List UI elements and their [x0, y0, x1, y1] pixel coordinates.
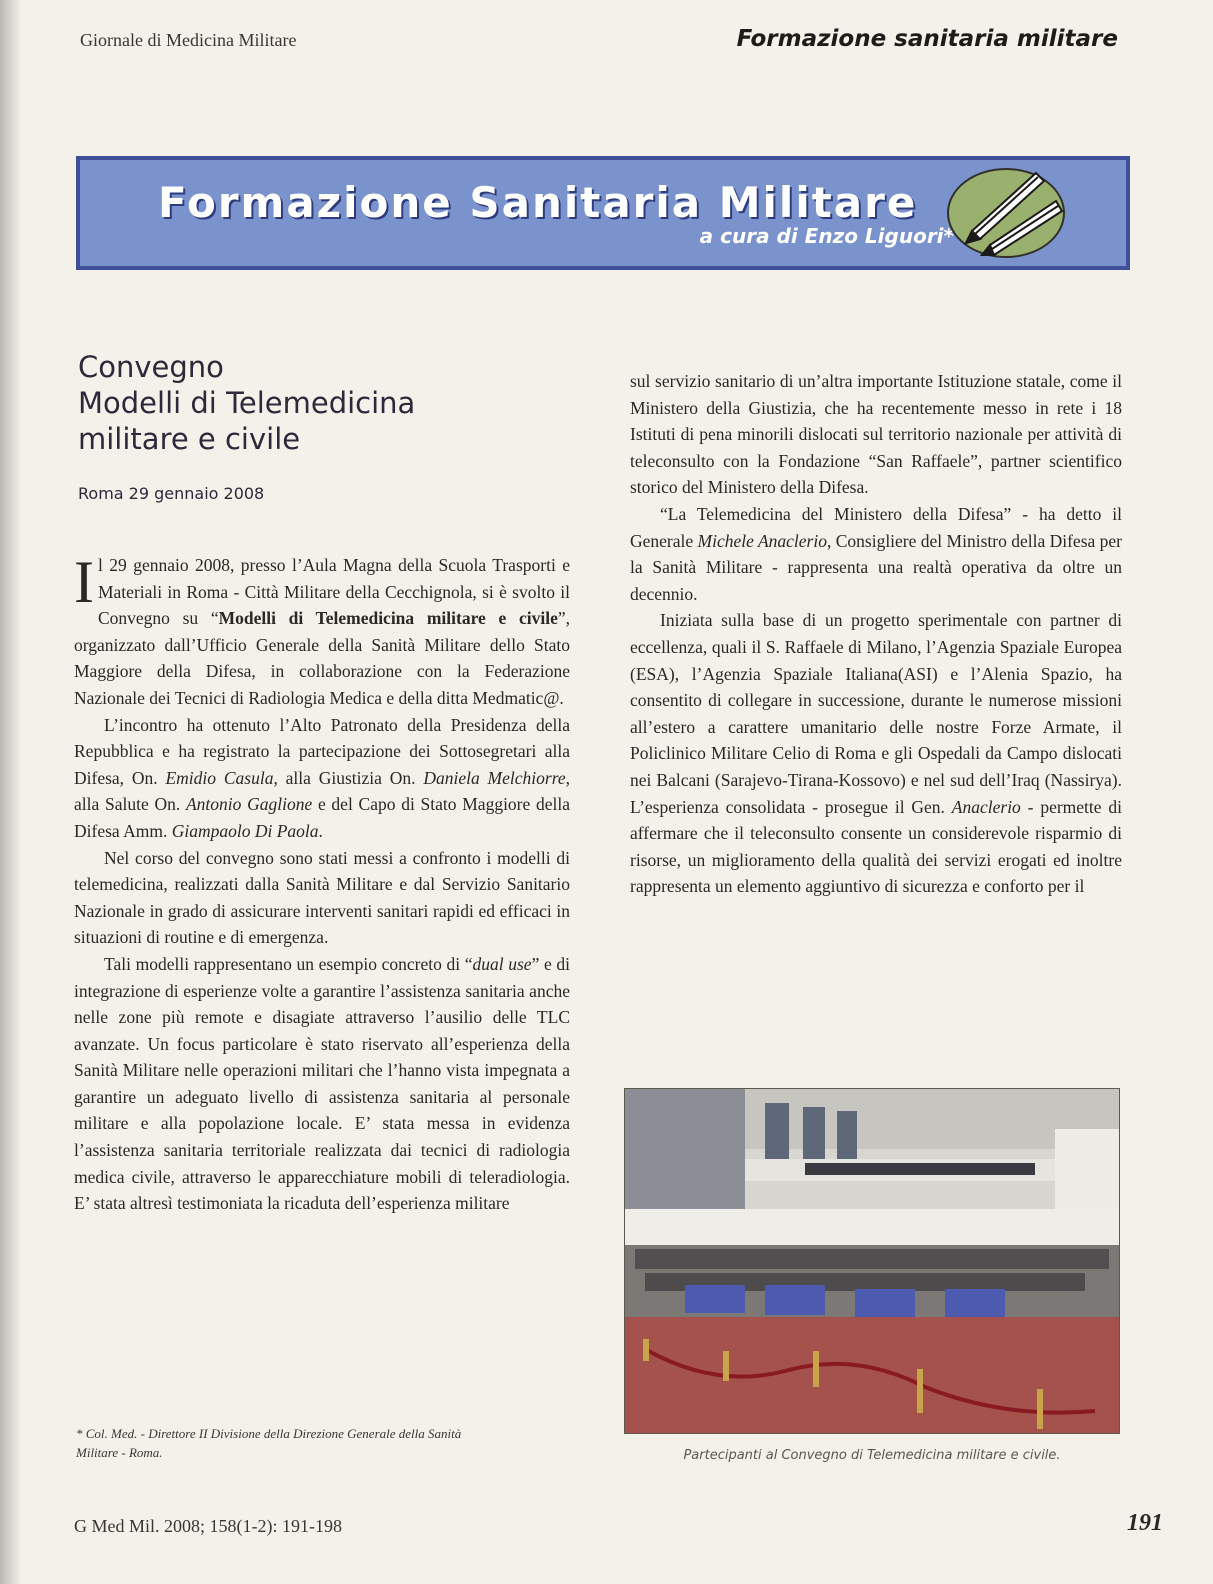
banner-subtitle: a cura di Enzo Liguori*	[699, 224, 954, 248]
person-name: Anaclerio	[951, 796, 1021, 817]
person-name: Emidio Casula	[165, 767, 274, 788]
section-banner	[76, 156, 1130, 270]
paragraph: L’incontro ha ottenuto l’Alto Patronato della Presidenza della Repubblica e ha registrato la partecipazione dei Sottosegretari alla Difesa, On. Emidio Casula, alla Giustizia On. Daniela Melchiorre, alla Salute On. Antonio Gaglione e del Capo di Stato Maggiore della Difesa Amm. Giampaolo Di Paola.	[74, 714, 571, 841]
article-dateline: Roma 29 gennaio 2008	[78, 484, 265, 503]
person-name: Daniela Melchiorre	[423, 767, 566, 788]
paragraph: Iniziata sulla base di un progetto sperimentale con partner di eccellenza, quali il S. Raffaele di Milano, l’Agenzia Spaziale Europea (ESA), l’Agenzia Spaziale Italiana(ASI) e l’Alenia Spazio, ha consentito di collegare in successione, durante le numerose missioni all’estero a carattere umanitario delle nostre Forze Armate, il Policlinico Militare Celio di Roma e gli Ospedali da Campo dislocati nei Balcani (Sarajevo-Tirana-Kossovo) e nel sud dell’Iraq (Nassirya). L’esperienza consolidata - prosegue il Gen. Anaclerio - permette di affermare che il teleconsulto consente un considerevole risparmio di risorse, un miglioramento della qualità dei servizi erogati ed inoltre rappresenta un elemento aggiuntivo di sicurezza e conforto per il	[630, 610, 1123, 897]
article-headline	[78, 349, 415, 457]
article-column-left	[74, 549, 571, 1217]
person-name: Giampaolo Di Paola	[171, 820, 319, 841]
paragraph: Nel corso del convegno sono stati messi a confronto i modelli di telemedicina, realizzati dalla Sanità Militare e dal Servizio Sanitario Nazionale in grado di assicurare interventi sanitari rapidi ed efficaci in situazioni di routine e di emergenza.	[74, 847, 570, 948]
crossed-pens-icon	[944, 163, 1068, 263]
paragraph: sul servizio sanitario di un’altra importante Istituzione statale, come il Ministero della Giustizia, che ha recentemente messo in rete i 18 Istituti di pena minorili dislocati sul territorio nazionale per attività di teleconsulto con la Fondazione “San Raffaele”, partner scientifico storico del Ministero della Difesa.	[630, 371, 1122, 498]
article-column-right	[630, 368, 1122, 900]
page-number: 191	[1127, 1510, 1163, 1536]
paragraph: “La Telemedicina del Ministero della Difesa” - ha detto il Generale Michele Anaclerio, Consigliere del Ministro della Difesa per la Sanità Militare - rappresenta una realtà operativa da oltre un decennio.	[630, 503, 1123, 604]
author-footnote: * Col. Med. - Direttore II Divisione della Direzione Generale della Sanità Militare - Roma.	[76, 1426, 462, 1460]
journal-name: Giornale di Medicina Militare	[80, 30, 297, 50]
section-title: Formazione sanitaria militare	[736, 26, 1118, 52]
paragraph: Tali modelli rappresentano un esempio concreto di “dual use” e di integrazione di esperienze volte a garantire l’assistenza sanitaria anche nelle zone più remote e disagiate attraverso l’ausilio delle TLC avanzate. Un focus particolare è stato riservato all’esperienza della Sanità Militare nelle operazioni militari che l’hanno vista impegnata a garantire un adeguato livello di assistenza sanitaria al personale militare e alla popolazione locale. E’ stata messa in evidenza l’assistenza sanitaria territoriale realizzata dai tecnici di radiologia medica civile, attraverso le apparecchiature mobili di teleradiologia. E’ stata altresì testimoniata la ricaduta dell’esperienza militare	[74, 953, 570, 1214]
journal-citation: G Med Mil. 2008; 158(1-2): 191-198	[74, 1516, 342, 1536]
drop-cap: I	[74, 549, 94, 615]
headline-line: Convegno	[78, 350, 224, 384]
headline-line: Modelli di Telemedicina	[78, 386, 416, 420]
conference-photo	[624, 1088, 1120, 1434]
paragraph: Il 29 gennaio 2008, presso l’Aula Magna della Scuola Trasporti e Materiali in Roma - Città Militare della Cecchignola, si è svolto il Convegno su “Modelli di Telemedicina militare e civile”, organizzato dall’Ufficio Generale della Sanità Militare dello Stato Maggiore della Difesa, in collaborazione con la Federazione Nazionale dei Tecnici di Radiologia Medica e della ditta Medmatic@.	[74, 549, 570, 708]
photo-caption: Partecipanti al Convegno di Telemedicina militare e civile.	[683, 1448, 1061, 1463]
term: dual use	[472, 953, 532, 974]
page-gutter-shadow	[0, 0, 22, 1584]
event-title: Modelli di Telemedicina militare e civile	[218, 608, 558, 629]
banner-title: Formazione Sanitaria Militare	[158, 178, 918, 227]
person-name: Michele Anaclerio	[697, 530, 827, 551]
person-name: Antonio Gaglione	[185, 794, 313, 815]
headline-line: militare e civile	[78, 422, 301, 456]
